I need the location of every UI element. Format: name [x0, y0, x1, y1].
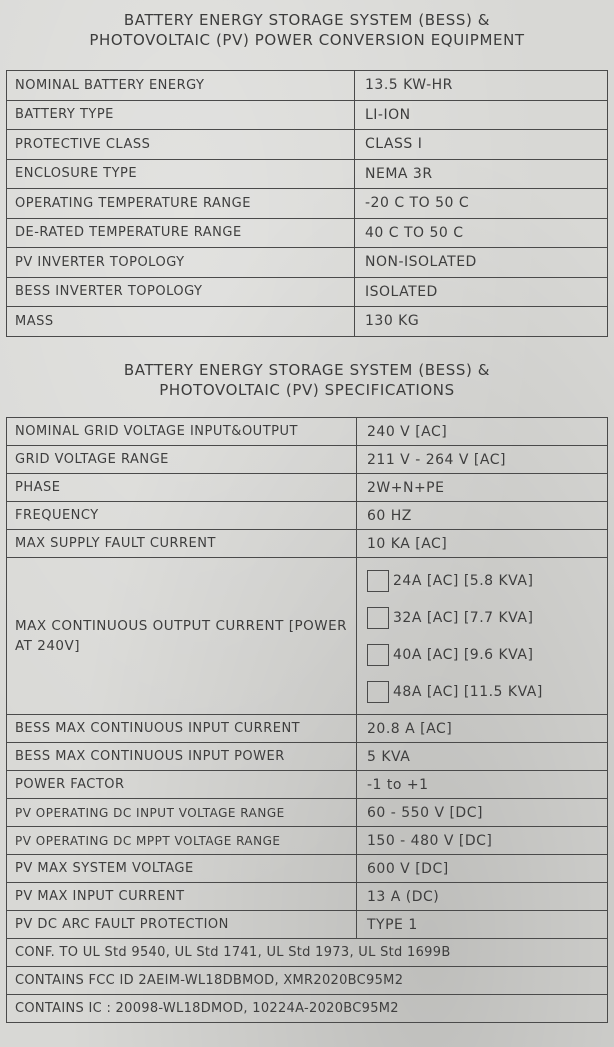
power-conversion-heading	[0, 10, 614, 50]
heading-line-2: PHOTOVOLTAIC (PV) POWER CONVERSION EQUIPMENT	[89, 31, 525, 49]
spec-label: BESS MAX CONTINUOUS INPUT POWER	[7, 743, 357, 771]
table-row	[7, 446, 608, 474]
table-row	[7, 715, 608, 743]
power-conversion-table	[6, 70, 608, 337]
table-row	[7, 100, 608, 130]
table-row	[7, 130, 608, 160]
spec-value: 150 - 480 V [DC]	[357, 827, 608, 855]
spec-value: 13 A (DC)	[357, 883, 608, 911]
spec-label: PV OPERATING DC MPPT VOLTAGE RANGE	[7, 827, 357, 855]
table-row	[7, 277, 608, 307]
heading-line-2: PHOTOVOLTAIC (PV) SPECIFICATIONS	[159, 381, 455, 399]
spec-value: 60 - 550 V [DC]	[357, 799, 608, 827]
spec-label: BATTERY TYPE	[7, 100, 355, 130]
table-row	[7, 159, 608, 189]
specifications-heading	[0, 360, 614, 400]
heading-line-1: BATTERY ENERGY STORAGE SYSTEM (BESS) &	[123, 361, 491, 379]
fcc-id-text: CONTAINS FCC ID 2AEIM-WL18DBMOD, XMR2020BC95M2	[7, 967, 608, 995]
output-option-48a[interactable]	[367, 673, 607, 710]
spec-label: PROTECTIVE CLASS	[7, 130, 355, 160]
max-output-label: MAX CONTINUOUS OUTPUT CURRENT [POWER AT 240V]	[7, 558, 357, 715]
spec-label: BESS INVERTER TOPOLOGY	[7, 277, 355, 307]
max-output-options	[357, 558, 608, 715]
table-row	[7, 474, 608, 502]
spec-value: 40 C TO 50 C	[355, 218, 608, 248]
table-row	[7, 799, 608, 827]
spec-value: 20.8 A [AC]	[357, 715, 608, 743]
spec-label: ENCLOSURE TYPE	[7, 159, 355, 189]
ic-id-row	[7, 995, 608, 1023]
spec-value: ISOLATED	[355, 277, 608, 307]
spec-value: NEMA 3R	[355, 159, 608, 189]
option-label: 40A [AC] [9.6 KVA]	[393, 646, 534, 663]
spec-value: 60 HZ	[357, 502, 608, 530]
spec-value: TYPE 1	[357, 911, 608, 939]
spec-label: OPERATING TEMPERATURE RANGE	[7, 189, 355, 219]
spec-value: -20 C TO 50 C	[355, 189, 608, 219]
spec-label: BESS MAX CONTINUOUS INPUT CURRENT	[7, 715, 357, 743]
table-row	[7, 883, 608, 911]
spec-value: -1 to +1	[357, 771, 608, 799]
table-row	[7, 827, 608, 855]
output-option-40a[interactable]	[367, 636, 607, 673]
spec-value: 600 V [DC]	[357, 855, 608, 883]
table-row	[7, 855, 608, 883]
ic-id-text: CONTAINS IC : 20098-WL18DMOD, 10224A-2020BC95M2	[7, 995, 608, 1023]
certification-row	[7, 939, 608, 967]
spec-label: FREQUENCY	[7, 502, 357, 530]
table-row	[7, 307, 608, 337]
specifications-table	[6, 417, 608, 1023]
spec-label: PV INVERTER TOPOLOGY	[7, 248, 355, 278]
option-label: 24A [AC] [5.8 KVA]	[393, 572, 534, 589]
spec-value: NON-ISOLATED	[355, 248, 608, 278]
spec-label: PV MAX SYSTEM VOLTAGE	[7, 855, 357, 883]
certification-text: CONF. TO UL Std 9540, UL Std 1741, UL Std 1973, UL Std 1699B	[7, 939, 608, 967]
spec-label: GRID VOLTAGE RANGE	[7, 446, 357, 474]
table-row	[7, 530, 608, 558]
spec-value: 2W+N+PE	[357, 474, 608, 502]
table-row	[7, 218, 608, 248]
spec-label: NOMINAL GRID VOLTAGE INPUT&OUTPUT	[7, 418, 357, 446]
table-row	[7, 248, 608, 278]
spec-value: 13.5 KW-HR	[355, 71, 608, 101]
spec-value: 211 V - 264 V [AC]	[357, 446, 608, 474]
option-checkbox[interactable]	[367, 607, 389, 629]
spec-label: MAX SUPPLY FAULT CURRENT	[7, 530, 357, 558]
table-row	[7, 911, 608, 939]
heading-line-1: BATTERY ENERGY STORAGE SYSTEM (BESS) &	[123, 11, 491, 29]
spec-label: PV DC ARC FAULT PROTECTION	[7, 911, 357, 939]
option-label: 32A [AC] [7.7 KVA]	[393, 609, 534, 626]
spec-label: NOMINAL BATTERY ENERGY	[7, 71, 355, 101]
spec-value: 240 V [AC]	[357, 418, 608, 446]
table-row	[7, 743, 608, 771]
spec-label: PV OPERATING DC INPUT VOLTAGE RANGE	[7, 799, 357, 827]
table-row	[7, 771, 608, 799]
option-label: 48A [AC] [11.5 KVA]	[393, 683, 543, 700]
output-option-32a[interactable]	[367, 599, 607, 636]
table-row	[7, 418, 608, 446]
spec-label: PHASE	[7, 474, 357, 502]
table-row	[7, 502, 608, 530]
fcc-id-row	[7, 967, 608, 995]
spec-value: CLASS I	[355, 130, 608, 160]
option-checkbox[interactable]	[367, 681, 389, 703]
spec-value: 5 KVA	[357, 743, 608, 771]
spec-value: LI-ION	[355, 100, 608, 130]
option-checkbox[interactable]	[367, 570, 389, 592]
output-option-24a[interactable]	[367, 562, 607, 599]
option-checkbox[interactable]	[367, 644, 389, 666]
spec-label: PV MAX INPUT CURRENT	[7, 883, 357, 911]
spec-value: 10 KA [AC]	[357, 530, 608, 558]
table-row	[7, 71, 608, 101]
spec-value: 130 KG	[355, 307, 608, 337]
spec-label: POWER FACTOR	[7, 771, 357, 799]
max-output-row	[7, 558, 608, 715]
table-row	[7, 189, 608, 219]
spec-label: MASS	[7, 307, 355, 337]
spec-label: DE-RATED TEMPERATURE RANGE	[7, 218, 355, 248]
